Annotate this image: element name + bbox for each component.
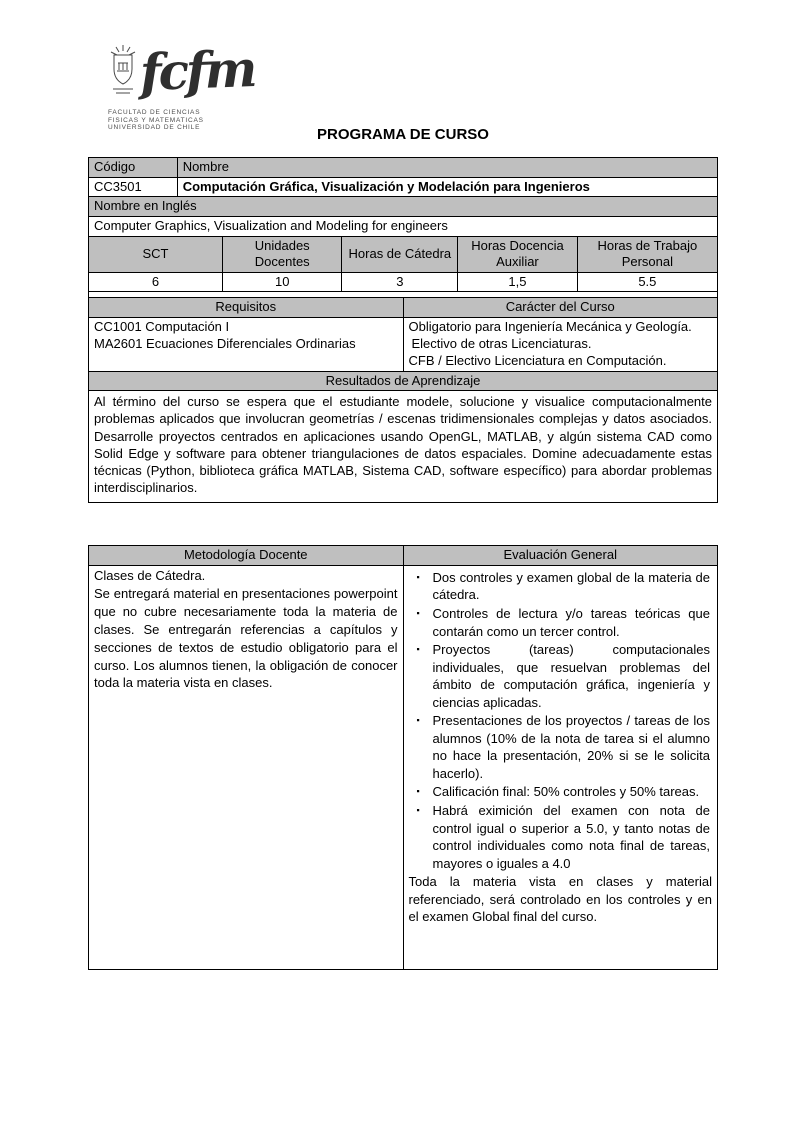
unidades-docentes-value-cell: 10 [222,272,342,292]
metodologia-content-cell [89,565,404,969]
unidades-docentes-header-cell: Unidades Docentes [222,236,342,272]
caracter-line: Electivo de otras Licenciaturas. [411,335,592,351]
bullet-icon: ▪ [416,644,420,655]
caracter-value-cell [403,318,718,372]
list-item [409,802,713,872]
credits-table [88,236,718,293]
evaluation-bullet-text: Proyectos (tareas) computacionales individuales, que resuelvan problemas del ámbito de computación gráfica, ingeniería y ciencias aplicadas. [432,642,710,710]
fcfm-logo [108,39,268,132]
evaluation-bullet-text: Dos controles y examen global de la materia de cátedra. [432,569,710,603]
sct-header-cell: SCT [89,236,223,272]
nombre-ingles-header-cell: Nombre en Inglés [89,197,718,217]
caracter-line: Obligatorio para Ingeniería Mecánica y Geología. [408,319,692,334]
codigo-header-cell: Código [89,158,178,178]
requisitos-value-cell [89,318,404,372]
list-item [409,783,713,801]
nombre-header-cell: Nombre [177,158,717,178]
english-name-table [88,196,718,236]
evaluation-bullet-text: Presentaciones de los proyectos / tareas de los alumnos (10% de la nota de tarea si el alumno no hace la presentación, 20% si se le solicita hacerlo). [432,713,710,781]
list-item [409,605,713,640]
evaluacion-content-cell [403,565,718,969]
metodologia-paragraph: Clases de Cátedra. [94,567,206,583]
resultados-header-cell: Resultados de Aprendizaje [89,371,718,391]
page-title: PROGRAMA DE CURSO [317,126,489,143]
horas-docencia-value-cell: 1,5 [458,272,578,292]
logo-subtext-line: FISICAS Y MATEMATICAS [108,116,204,124]
sct-value-cell: 6 [89,272,223,292]
section-spacer [88,503,718,545]
evaluation-footer-text: Toda la materia vista en clases y material referenciado, será controlado en los controles y en el examen Global final del curso. [408,874,712,925]
horas-docencia-header-cell: Horas Docencia Auxiliar [458,236,578,272]
metodologia-paragraph: Se entregará material en presentaciones powerpoint que no cubre necesariamente toda la materia de clases. Se entregarán referencias a capítulos y secciones de textos de estudio obligatorio para el curso. Los alumnos tienen, la obligación de conocer toda la materia vista en clases. [94,585,398,691]
codigo-value-cell: CC3501 [89,177,178,197]
university-crest-icon [108,44,138,105]
logo-subtext-line: FACULTAD DE CIENCIAS [108,109,201,116]
horas-catedra-header-cell: Horas de Cátedra [342,236,458,272]
course-info-table [88,157,718,197]
horas-trabajo-value-cell: 5.5 [577,272,717,292]
requirements-table [88,297,718,371]
list-item [409,569,713,604]
logo-subtext-line: UNIVERSIDAD DE CHILE [108,124,201,131]
requisito-line: MA2601 Ecuaciones Diferenciales Ordinarias [94,335,356,351]
evaluacion-header-cell: Evaluación General [403,546,718,566]
horas-trabajo-header-cell: Horas de Trabajo Personal [577,236,717,272]
horas-catedra-value-cell: 3 [342,272,458,292]
resultados-text-cell: Al término del curso se espera que el estudiante modele, solucione y visualice computacionalmente problemas aplicados que involucran geometrías / escenas tridimensionales complejas y datos asociados. Desarrolle proyectos centrados en aplicaciones usando OpenGL, MATLAB, y algún sistema CAD como Solid Edge y software para obtener triangulaciones de datos espaciales. Domine adecuadamente estas técnicas (Python, biblioteca gráfica MATLAB, Sistema CAD, software específico) para abordar problemas interdisciplinarios. [89,391,718,503]
document-content [88,0,718,970]
bullet-icon: ▪ [416,607,420,618]
nombre-ingles-value-cell: Computer Graphics, Visualization and Modeling for engineers [89,216,718,236]
evaluation-bullet-text: Habrá eximición del examen con nota de control igual o superior a 5.0, y tanto notas de control individuales como nota final de tareas, mayores o iguales a 4.0 [432,802,710,871]
caracter-line: CFB / Electivo Licenciatura en Computación. [408,352,667,368]
learning-outcomes-table [88,371,718,504]
bullet-icon: ▪ [416,786,420,797]
list-item [409,641,713,711]
methodology-evaluation-table [88,545,718,970]
requisitos-header-cell: Requisitos [89,298,404,318]
bullet-icon: ▪ [416,571,420,582]
list-item [409,712,713,782]
evaluation-bullet-text: Controles de lectura y/o tareas teóricas que contarán como un tercer control. [432,605,710,639]
evaluation-bullet-text: Calificación final: 50% controles y 50% tareas. [432,784,700,800]
bullet-icon: ▪ [416,715,420,726]
metodologia-header-cell: Metodología Docente [89,546,404,566]
nombre-value-cell: Computación Gráfica, Visualización y Modelación para Ingenieros [177,177,717,197]
requisito-line: CC1001 Computación I [94,319,230,334]
evaluation-bullet-list [409,569,713,872]
caracter-header-cell: Carácter del Curso [403,298,718,318]
bullet-icon: ▪ [416,804,420,815]
fcfm-wordmark: fcfm [138,39,256,102]
